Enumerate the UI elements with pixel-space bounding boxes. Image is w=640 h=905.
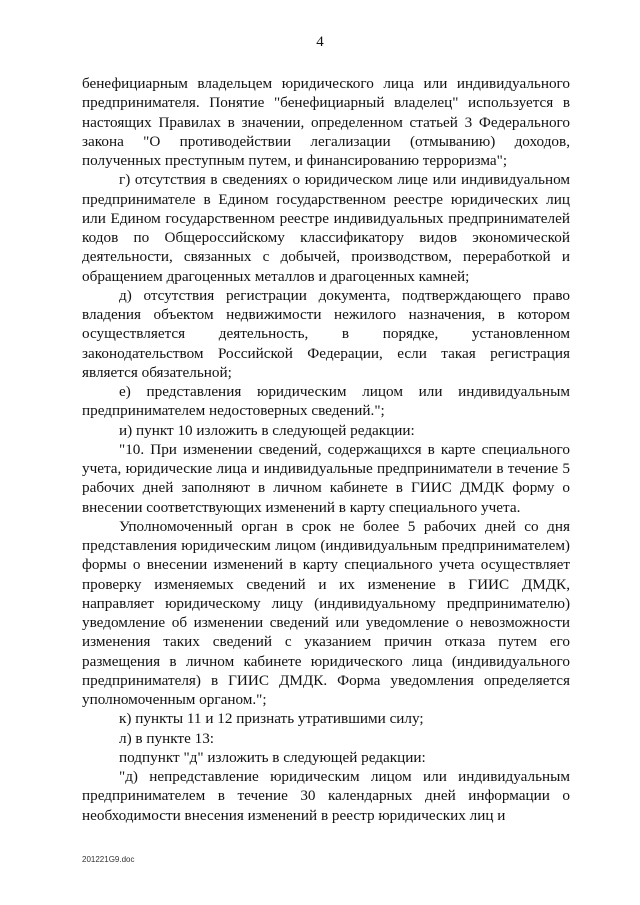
- paragraph-item-g: г) отсутствия в сведениях о юридическом лице или индивидуальном предпринимателе в Едином государственном реестре юридических лиц или Едином государственном реестре индивидуальных предпринимателей кодов по Общероссийскому классификатору видов экономической деятельности, связанных с добычей, производством, переработкой и обращением драгоценных металлов и драгоценных камней;: [82, 171, 570, 285]
- paragraph-item-l: л) в пункте 13:: [119, 729, 215, 747]
- paragraph-authorized-body: Уполномоченный орган в срок не более 5 рабочих дней со дня представления юридическим лицом (индивидуальным предпринимателем) формы о внесении изменений в карту специального учета осуществляет проверку изменяемых сведений и их изменение в ГИИС ДМДК, направляет юридическому лицу (индивидуальному предпринимателю) уведомление об изменении сведений или уведомление о невозможности изменения таких сведений с указанием причин отказа путем его размещения в личном кабинете юридического лица (индивидуального предпринимателя) в ГИИС ДМДК. Форма уведомления определяется уполномоченным органом.";: [82, 517, 570, 708]
- paragraph-beneficiary-definition: бенефициарным владельцем юридического лица или индивидуального предпринимателя. Понятие "бенефициарный владелец" используется в настоящих Правилах в значении, определенном статьей 3 Федерального закона "О противодействии легализации (отмыванию) доходов, полученных преступным путем, и финансированию терроризма";: [82, 75, 570, 169]
- paragraph-subitem-d-text: "д) непредставление юридическим лицом или индивидуальным предпринимателем в течение 30 календарных дней информации о необходимости внесения изменений в реестр юридических лиц и: [82, 768, 570, 824]
- paragraph-item-k: к) пункты 11 и 12 признать утратившими силу;: [119, 710, 424, 728]
- paragraph-item-e: е) представления юридическим лицом или индивидуальным предпринимателем недостоверных сведений.";: [82, 383, 570, 420]
- document-body: [82, 74, 570, 825]
- paragraph-clause-10: "10. При изменении сведений, содержащихся в карте специального учета, юридические лица и индивидуальные предприниматели в течение 5 рабочих дней заполняют в личном кабинете в ГИИС ДМДК форму о внесении соответствующих изменений в карту специального учета.: [82, 440, 570, 516]
- page-number: 4: [316, 34, 324, 50]
- paragraph-item-d: д) отсутствия регистрации документа, подтверждающего право владения объектом недвижимости нежилого назначения, в котором осуществляется деятельность, в порядке, установленном законодательством Российской Федерации, если такая регистрация является обязательной;: [82, 286, 570, 381]
- file-name-footer: 201221G9.doc: [82, 855, 135, 864]
- paragraph-item-i: и) пункт 10 изложить в следующей редакции:: [119, 421, 415, 439]
- paragraph-subitem-d-intro: подпункт "д" изложить в следующей редакции:: [119, 748, 426, 766]
